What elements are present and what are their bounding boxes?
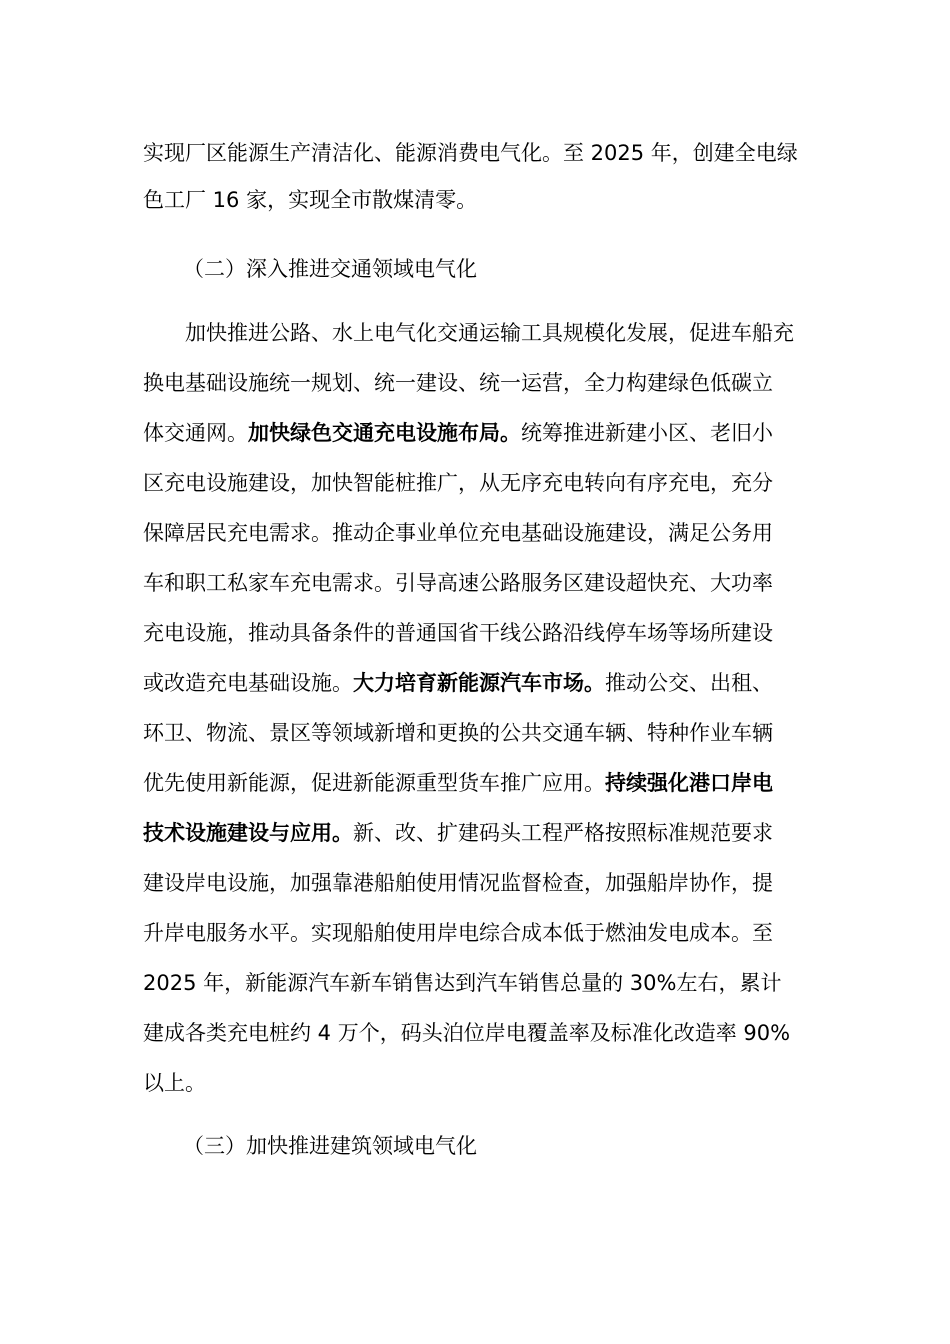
paragraph-transport-line-12	[143, 868, 813, 898]
text-segment: 优先使用新能源，促进新能源重型货车推广应用。	[143, 771, 605, 795]
paragraph-transport-line-16	[143, 1068, 813, 1098]
paragraph-transport-line-14	[143, 968, 813, 998]
paragraph-transport-line-3	[143, 418, 813, 448]
text-segment: 或改造充电基础设施。	[143, 671, 353, 695]
text-segment: 实现厂区能源生产清洁化、能源消费电气化。至 2025 年，创建全电绿	[143, 141, 798, 165]
text-segment: 加快推进公路、水上电气化交通运输工具规模化发展，促进车船充	[185, 321, 794, 345]
text-segment: 建成各类充电桩约 4 万个，码头泊位岸电覆盖率及标准化改造率 90%	[143, 1021, 791, 1045]
text-segment: 车和职工私家车充电需求。引导高速公路服务区建设超快充、大功率	[143, 571, 773, 595]
paragraph-transport-line-1	[185, 318, 855, 348]
text-segment: 区充电设施建设，加快智能桩推广，从无序充电转向有序充电，充分	[143, 471, 773, 495]
section-heading-transport	[183, 254, 853, 284]
text-segment: 升岸电服务水平。实现船舶使用岸电综合成本低于燃油发电成本。至	[143, 921, 773, 945]
bold-key-point: 大力培育新能源汽车市场。	[353, 671, 605, 695]
text-segment: 换电基础设施统一规划、统一建设、统一运营，全力构建绿色低碳立	[143, 371, 773, 395]
section-heading-building	[183, 1131, 853, 1161]
text-segment: 2025 年，新能源汽车新车销售达到汽车销售总量的 30%左右，累计	[143, 971, 782, 995]
paragraph-industry-continued-line-2	[143, 185, 813, 215]
text-segment: 建设岸电设施，加强靠港船舶使用情况监督检查，加强船岸协作，提	[143, 871, 773, 895]
text-segment: 新、改、扩建码头工程严格按照标准规范要求	[353, 821, 773, 845]
text-segment: 环卫、物流、景区等领域新增和更换的公共交通车辆、特种作业车辆	[143, 721, 773, 745]
paragraph-transport-line-6	[143, 568, 813, 598]
paragraph-transport-line-13	[143, 918, 813, 948]
bold-key-point: 持续强化港口岸电	[605, 771, 773, 795]
heading-text: （三）加快推进建筑领域电气化	[183, 1134, 477, 1158]
paragraph-transport-line-7	[143, 618, 813, 648]
paragraph-transport-line-2	[143, 368, 813, 398]
bold-key-point: 加快绿色交通充电设施布局。	[248, 421, 521, 445]
text-segment: 色工厂 16 家，实现全市散煤清零。	[143, 188, 478, 212]
bold-key-point: 技术设施建设与应用。	[143, 821, 353, 845]
text-segment: 保障居民充电需求。推动企事业单位充电基础设施建设，满足公务用	[143, 521, 773, 545]
text-segment: 推动公交、出租、	[605, 671, 773, 695]
paragraph-transport-line-11	[143, 818, 813, 848]
paragraph-transport-line-15	[143, 1018, 813, 1048]
paragraph-transport-line-9	[143, 718, 813, 748]
paragraph-transport-line-5	[143, 518, 813, 548]
paragraph-transport-line-8	[143, 668, 813, 698]
paragraph-transport-line-10	[143, 768, 813, 798]
paragraph-industry-continued-line-1	[143, 138, 813, 168]
paragraph-transport-line-4	[143, 468, 813, 498]
heading-text: （二）深入推进交通领域电气化	[183, 257, 477, 281]
text-segment: 体交通网。	[143, 421, 248, 445]
text-segment: 统筹推进新建小区、老旧小	[521, 421, 773, 445]
text-segment: 以上。	[143, 1071, 206, 1095]
text-segment: 充电设施，推动具备条件的普通国省干线公路沿线停车场等场所建设	[143, 621, 773, 645]
